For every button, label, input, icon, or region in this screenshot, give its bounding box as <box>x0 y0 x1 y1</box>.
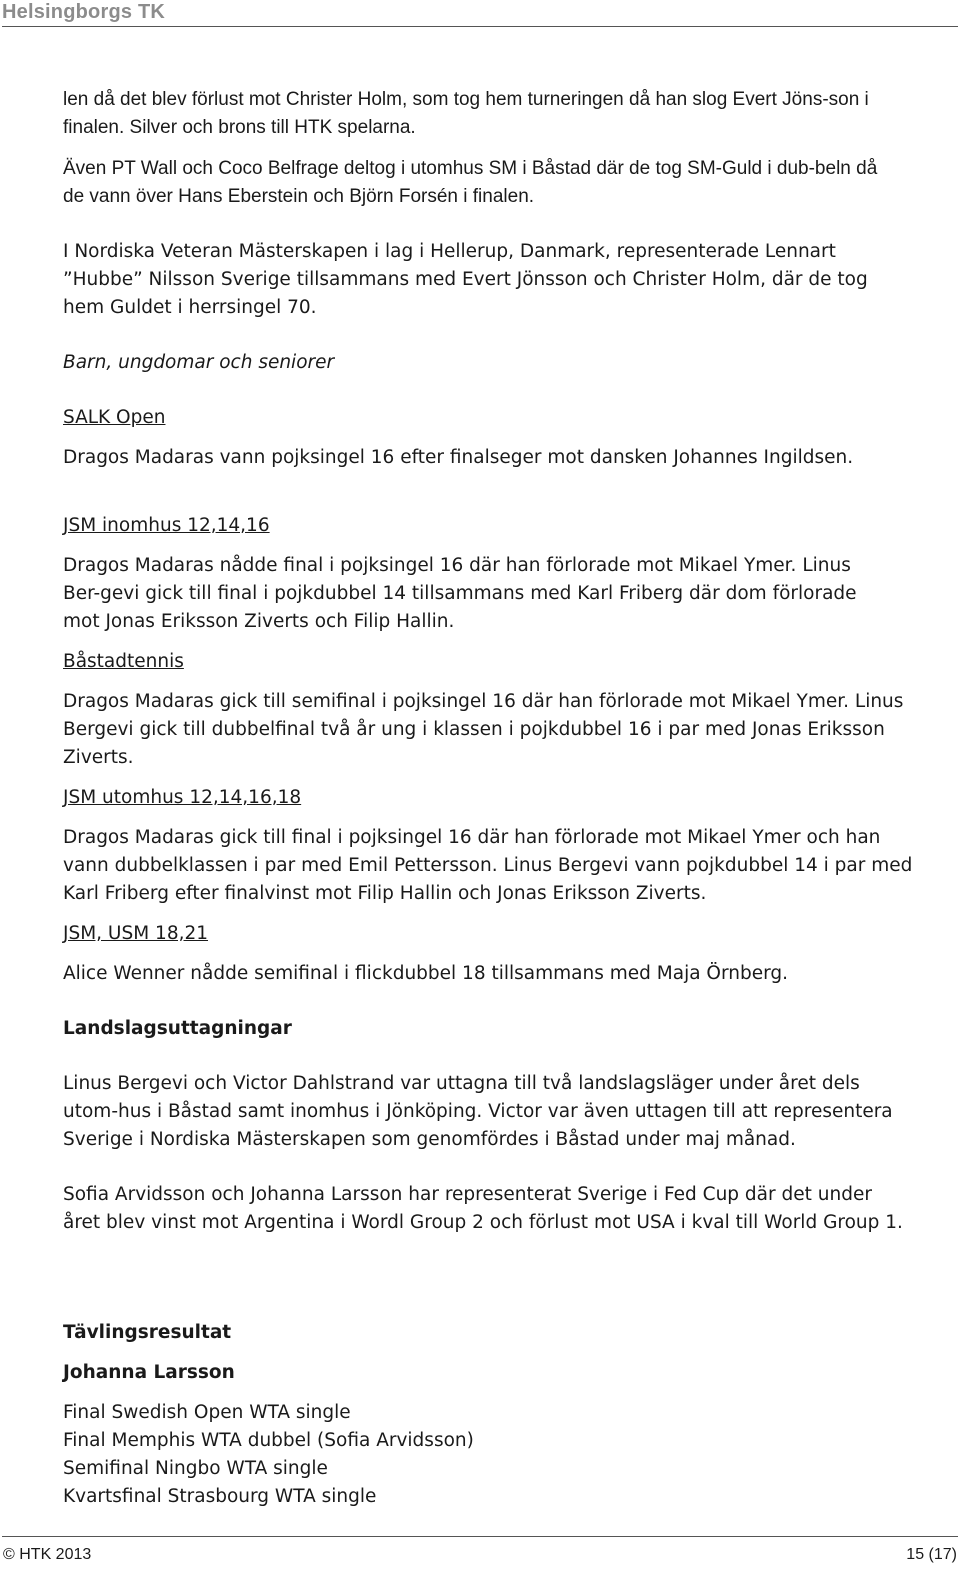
subheading-johanna-larsson: Johanna Larsson <box>63 1362 235 1383</box>
paragraph: Alice Wenner nådde semifinal i flickdubbel 18 tillsammans med Maja Örnberg. <box>63 963 789 984</box>
results-list <box>63 1399 913 1511</box>
paragraph: I Nordiska Veteran Mästerskapen i lag i Hellerup, Danmark, representerade Lennart ”Hubbe” Nilsson Sverige tillsammans med Evert Jönsson och Christer Holm, där de tog hem Guldet i herrsingel 70. <box>63 241 868 318</box>
paragraph: Dragos Madaras nådde final i pojksingel 16 där han förlorade mot Mikael Ymer. Linus Ber-gevi gick till final i pojkdubbel 14 tillsammans med Karl Friberg där dom förlorade mot Jonas Eriksson Ziverts och Filip Hallin. <box>63 555 857 632</box>
subheading-jsm-utomhus: JSM utomhus 12,14,16,18 <box>63 787 302 808</box>
list-item: Final Swedish Open WTA single <box>63 1402 351 1423</box>
footer-copyright: © HTK 2013 <box>3 1546 92 1563</box>
section-heading-landslag: Landslagsuttagningar <box>63 1018 292 1039</box>
paragraph: Dragos Madaras gick till final i pojksingel 16 där han förlorade mot Mikael Ymer och han vann dubbelklassen i par med Emil Pettersson. Linus Bergevi vann pojkdubbel 14 i par med Karl Friberg efter finalvinst mot Filip Hallin och Jonas Eriksson Ziverts. <box>63 827 913 904</box>
page-number: 15 (17) <box>906 1546 957 1563</box>
page-footer <box>0 1536 960 1569</box>
footer-divider <box>2 1536 958 1537</box>
subheading-salk-open: SALK Open <box>63 407 166 428</box>
section-heading-tavlingsresultat: Tävlingsresultat <box>63 1322 232 1343</box>
list-item: Final Memphis WTA dubbel (Sofia Arvidsson) <box>63 1430 474 1451</box>
header-title: Helsingborgs TK <box>2 1 166 23</box>
page-header <box>0 0 960 27</box>
subheading-jsm-usm: JSM, USM 18,21 <box>63 923 209 944</box>
list-item: Semifinal Ningbo WTA single <box>63 1458 328 1479</box>
paragraph: Även PT Wall och Coco Belfrage deltog i utomhus SM i Båstad där de tog SM-Guld i dub-beln då de vann över Hans Eberstein och Björn Forsén i finalen. <box>63 158 878 207</box>
subheading-bastadtennis: Båstadtennis <box>63 651 184 672</box>
subheading-jsm-inomhus: JSM inomhus 12,14,16 <box>63 515 270 536</box>
paragraph: len då det blev förlust mot Christer Holm, som tog hem turneringen då han slog Evert Jöns-son i finalen. Silver och brons till HTK spelarna. <box>63 89 869 138</box>
section-heading-barn: Barn, ungdomar och seniorer <box>63 352 335 373</box>
document-body <box>63 86 913 1511</box>
list-item: Kvartsfinal Strasbourg WTA single <box>63 1486 377 1507</box>
paragraph: Dragos Madaras gick till semifinal i pojksingel 16 där han förlorade mot Mikael Ymer. Linus Bergevi gick till dubbelfinal två år ung i klassen i pojkdubbel 16 i par med Jonas Eriksson Ziverts. <box>63 691 904 768</box>
paragraph: Dragos Madaras vann pojksingel 16 efter finalseger mot dansken Johannes Ingildsen. <box>63 447 854 468</box>
paragraph: Sofia Arvidsson och Johanna Larsson har representerat Sverige i Fed Cup där det under året blev vinst mot Argentina i Wordl Group 2 och förlust mot USA i kval till World Group 1. <box>63 1184 903 1233</box>
paragraph: Linus Bergevi och Victor Dahlstrand var uttagna till två landslagsläger under året dels utom-hus i Båstad samt inomhus i Jönköping. Victor var även uttagen till att representera Sverige i Nordiska Mästerskapen som genomfördes i Båstad under maj månad. <box>63 1073 893 1150</box>
header-divider <box>2 26 958 27</box>
